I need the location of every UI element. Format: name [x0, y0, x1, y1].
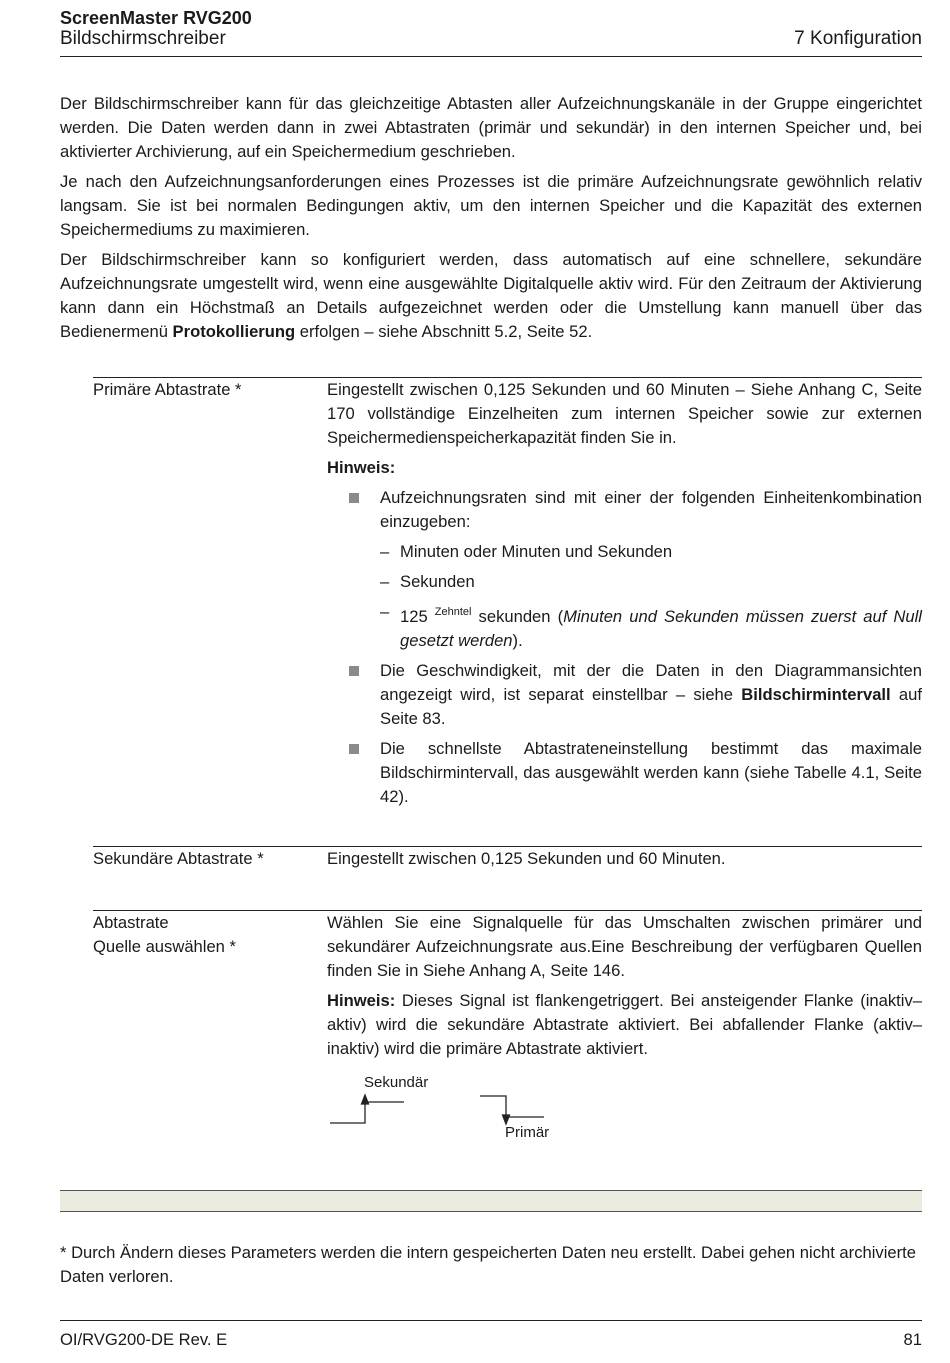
list-item	[380, 570, 922, 594]
bullet-text: Die Geschwindigkeit, mit der die Daten in den Diagrammansichten angezeigt wird, ist separat einstellbar – siehe	[380, 661, 922, 704]
param-label-secondary-rate: Sekundäre Abtastrate *	[93, 849, 264, 868]
label-line-2: Quelle auswählen *	[93, 937, 236, 956]
falling-edge-label: Primär	[505, 1124, 550, 1141]
dash-bullet-icon: –	[380, 572, 390, 591]
table-end-band	[60, 1190, 922, 1212]
intro-paragraph-3	[60, 248, 922, 344]
menu-reference-bildschirmintervall: Bildschirmintervall	[741, 685, 891, 704]
rising-edge-label: Sekundär	[364, 1074, 429, 1091]
param-desc-primary-rate	[327, 378, 922, 815]
list-item	[380, 600, 922, 653]
dash-text: ).	[512, 631, 523, 650]
list-item	[327, 737, 922, 809]
intro-p3-tail: erfolgen – siehe Abschnitt 5.2, Seite 52.	[295, 322, 593, 341]
bullet-text: Aufzeichnungsraten sind mit einer der folgenden Einheitenkombination einzugeben:	[380, 488, 922, 531]
dash-text: sekunden (	[471, 607, 564, 626]
dash-list	[380, 540, 922, 653]
document-id: OI/RVG200-DE Rev. E	[60, 1330, 228, 1349]
note-text: Dieses Signal ist flankengetriggert. Bei ansteigender Flanke (inaktiv–aktiv) wird die sekundäre Abtastrate aktiviert. Bei abfallender Flanke (aktiv–inaktiv) wird die primäre Abtastrate aktiviert.	[327, 991, 922, 1058]
superscript-text: Zehntel	[434, 606, 472, 618]
note-label: Hinweis:	[327, 991, 396, 1010]
note-bullet-list	[327, 486, 922, 809]
param-desc-secondary-rate	[327, 847, 922, 877]
dash-bullet-icon: –	[380, 542, 390, 561]
primary-rate-description: Eingestellt zwischen 0,125 Sekunden und 60 Minuten – Siehe Anhang C, Seite 170 vollständige Einzelheiten zum internen Speicher sowie zur externen Speichermedienspeicherkapazität finden Sie in.	[327, 380, 922, 447]
source-select-description: Wählen Sie eine Signalquelle für das Umschalten zwischen primärer und sekundärer Aufzeichnungsrate aus.Eine Beschreibung der verfügbaren Quellen finden Sie in Siehe Anhang A, Seite 146.	[327, 913, 922, 980]
bullet-text: auf Seite 83.	[380, 685, 922, 728]
page-header	[60, 6, 922, 57]
edge-trigger-diagram	[328, 1070, 568, 1150]
list-item	[327, 659, 922, 731]
dash-text: Minuten oder Minuten und Sekunden	[400, 542, 673, 561]
intro-text	[60, 92, 922, 350]
intro-p3-text: Der Bildschirmschreiber kann so konfiguriert werden, dass automatisch auf eine schnellere, sekundäre Aufzeichnungsrate umgestellt wird, wenn eine ausgewählte Digitalquelle aktiv wird. Für den Zeitraum der Aktivierung kann dann ein Höchstmaß an Details aufgezeichnet werden oder die Umstellung kann manuell über das Bedienermenü	[60, 250, 922, 341]
param-label-primary-rate: Primäre Abtastrate *	[93, 380, 242, 399]
square-bullet-icon	[349, 744, 359, 754]
square-bullet-icon	[349, 493, 359, 503]
header-chapter: 7 Konfiguration	[794, 28, 922, 49]
secondary-rate-description: Eingestellt zwischen 0,125 Sekunden und 60 Minuten.	[327, 849, 726, 868]
rising-edge-icon	[330, 1095, 404, 1123]
menu-reference-protokollierung: Protokollierung	[172, 322, 296, 341]
header-subtitle: Bildschirmschreiber	[60, 28, 226, 49]
label-line-1: Abtastrate	[93, 913, 169, 932]
list-item	[327, 486, 922, 653]
param-label-source-select	[93, 911, 318, 959]
bullet-text: Die schnellste Abtastrateneinstellung bestimmt das maximale Bildschirmintervall, das ausgewählt werden kann (siehe Tabelle 4.1, Seite 42).	[380, 739, 922, 806]
page-number: 81	[903, 1330, 922, 1349]
dash-text: Sekunden	[400, 572, 475, 591]
page-footer	[60, 1320, 922, 1351]
falling-edge-icon	[480, 1096, 544, 1124]
dash-text: 125	[400, 607, 435, 626]
square-bullet-icon	[349, 666, 359, 676]
intro-paragraph-1: Der Bildschirmschreiber kann für das gleichzeitige Abtasten aller Aufzeichnungskanäle in der Gruppe eingerichtet werden. Die Daten werden dann in zwei Abtastraten (primär und sekundär) in den internen Speicher und, bei aktivierter Archivierung, auf ein Speichermedium geschrieben.	[60, 94, 922, 161]
footnote: * Durch Ändern dieses Parameters werden die intern gespeicherten Daten neu erstellt. Dabei gehen nicht archivierte Daten verloren.	[60, 1243, 916, 1286]
source-select-note	[327, 989, 922, 1061]
param-desc-source-select	[327, 911, 922, 1067]
edge-diagram-graphic	[328, 1070, 568, 1150]
italic-text: Minuten und Sekunden müssen zuerst auf Null gesetzt werden	[400, 607, 922, 650]
intro-paragraph-2: Je nach den Aufzeichnungsanforderungen eines Prozesses ist die primäre Aufzeichnungsrate gewöhnlich relativ langsam. Sie ist bei normalen Bedingungen aktiv, um den internen Speicher und die Kapazität des externen Speichermediums zu maximieren.	[60, 172, 922, 239]
dash-bullet-icon: –	[380, 602, 390, 621]
note-label: Hinweis:	[327, 458, 396, 477]
list-item	[380, 540, 922, 564]
header-title: ScreenMaster RVG200	[60, 8, 252, 28]
